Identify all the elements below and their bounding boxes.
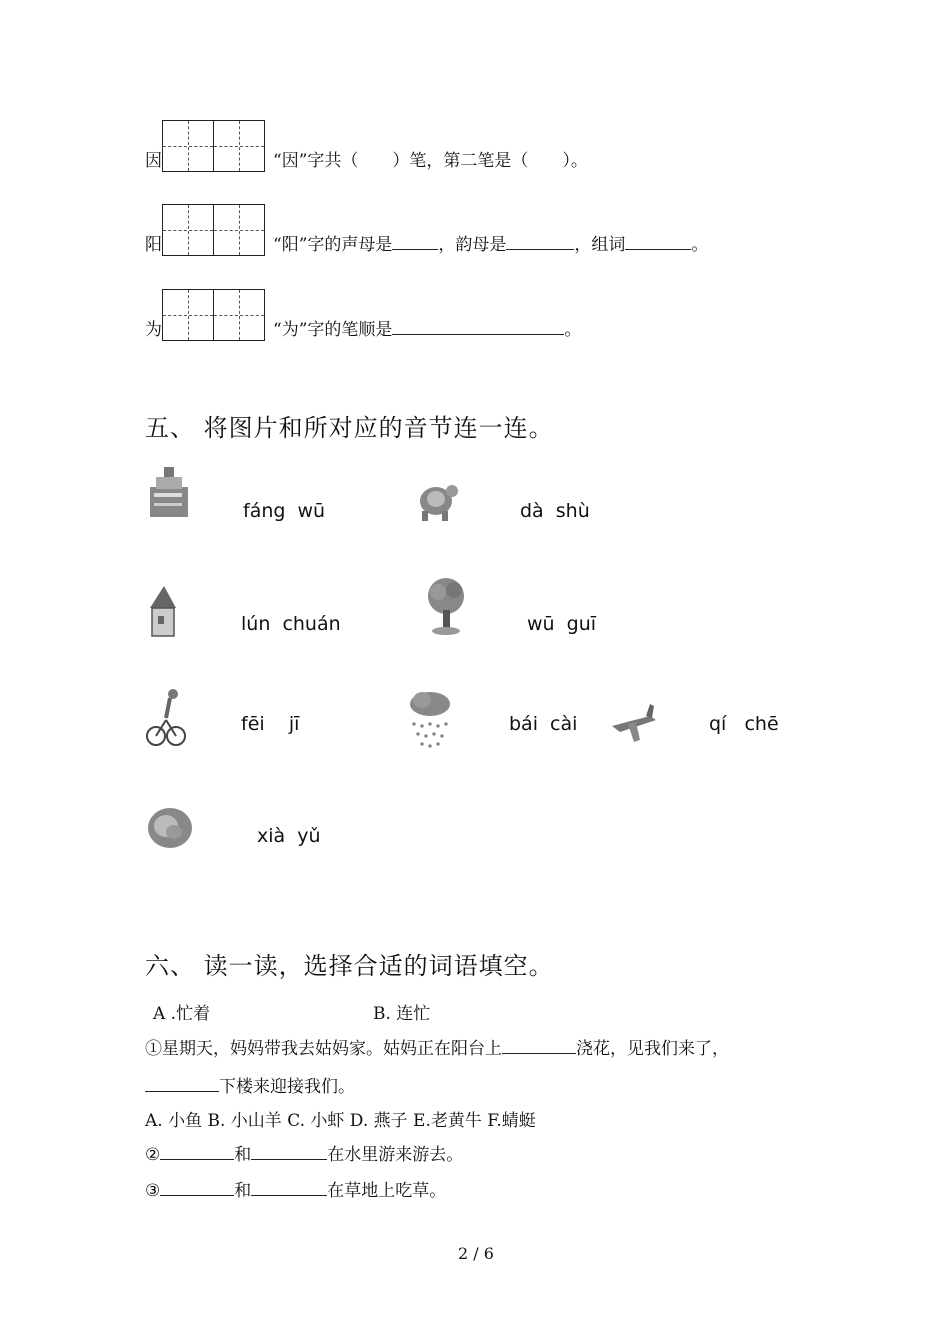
tianzi-grid xyxy=(162,204,266,256)
grid-row-yang xyxy=(145,204,765,258)
rain-icon xyxy=(406,686,454,750)
answer-blank[interactable] xyxy=(251,1179,327,1196)
pinyin-label: qí chē xyxy=(709,713,779,735)
pinyin-label: fēi jī xyxy=(241,713,300,735)
grid-row-yin xyxy=(145,120,765,174)
grid-row-wei xyxy=(145,289,765,343)
pinyin-label: wū guī xyxy=(527,613,597,635)
question-1-line1: ①星期天，妈妈带我去姑妈家。姑妈正在阳台上 浇花，见我们来了， xyxy=(145,1039,729,1059)
pinyin-label: xià yǔ xyxy=(257,825,321,847)
section6-heading: 六、 读一读，选择合适的词语填空。 xyxy=(145,952,554,980)
answer-blank[interactable] xyxy=(160,1143,234,1160)
airplane-icon xyxy=(610,702,658,752)
tianzi-grid xyxy=(162,120,266,172)
question-2: ② 和 在水里游来游去。 xyxy=(145,1145,464,1165)
option-a: A .忙着 xyxy=(153,1004,211,1024)
turtle-icon xyxy=(414,477,460,529)
answer-blank[interactable] xyxy=(160,1179,234,1196)
question-text: “阳”字的声母是 ，韵母是 ，组词 。 xyxy=(273,235,709,255)
pinyin-label: bái cài xyxy=(509,713,578,735)
house-icon xyxy=(146,580,178,642)
character: 为 xyxy=(145,320,162,340)
tree-icon xyxy=(424,574,470,636)
character: 阳 xyxy=(145,235,162,255)
question-text: “为”字的笔顺是 。 xyxy=(273,320,582,340)
answer-blank[interactable] xyxy=(251,1143,327,1160)
answer-blank[interactable] xyxy=(392,233,438,250)
pinyin-label: lún chuán xyxy=(241,613,341,635)
tianzi-grid xyxy=(162,289,266,341)
answer-blank[interactable] xyxy=(625,233,691,250)
question-text: “因”字共（ ）笔，第二笔是（ ）。 xyxy=(273,151,588,171)
answer-blank[interactable] xyxy=(506,233,574,250)
bicycle-icon xyxy=(146,686,186,752)
question-1-line2: 下楼来迎接我们。 xyxy=(145,1072,355,1097)
answer-blank[interactable] xyxy=(145,1075,219,1092)
ship-icon xyxy=(146,463,194,525)
word-options: A. 小鱼 B. 小山羊 C. 小虾 D. 燕子 E.老黄牛 F.蜻蜓 xyxy=(145,1111,536,1131)
pinyin-label: dà shù xyxy=(520,500,590,522)
answer-blank[interactable] xyxy=(502,1037,576,1054)
cabbage-icon xyxy=(146,800,194,858)
character: 因 xyxy=(145,151,162,171)
page-number: 2 / 6 xyxy=(458,1244,494,1263)
answer-blank[interactable] xyxy=(392,318,564,335)
option-b: B. 连忙 xyxy=(373,1004,431,1024)
pinyin-label: fáng wū xyxy=(243,500,326,522)
section5-heading: 五、 将图片和所对应的音节连一连。 xyxy=(145,414,554,442)
question-3: ③ 和 在草地上吃草。 xyxy=(145,1181,447,1201)
